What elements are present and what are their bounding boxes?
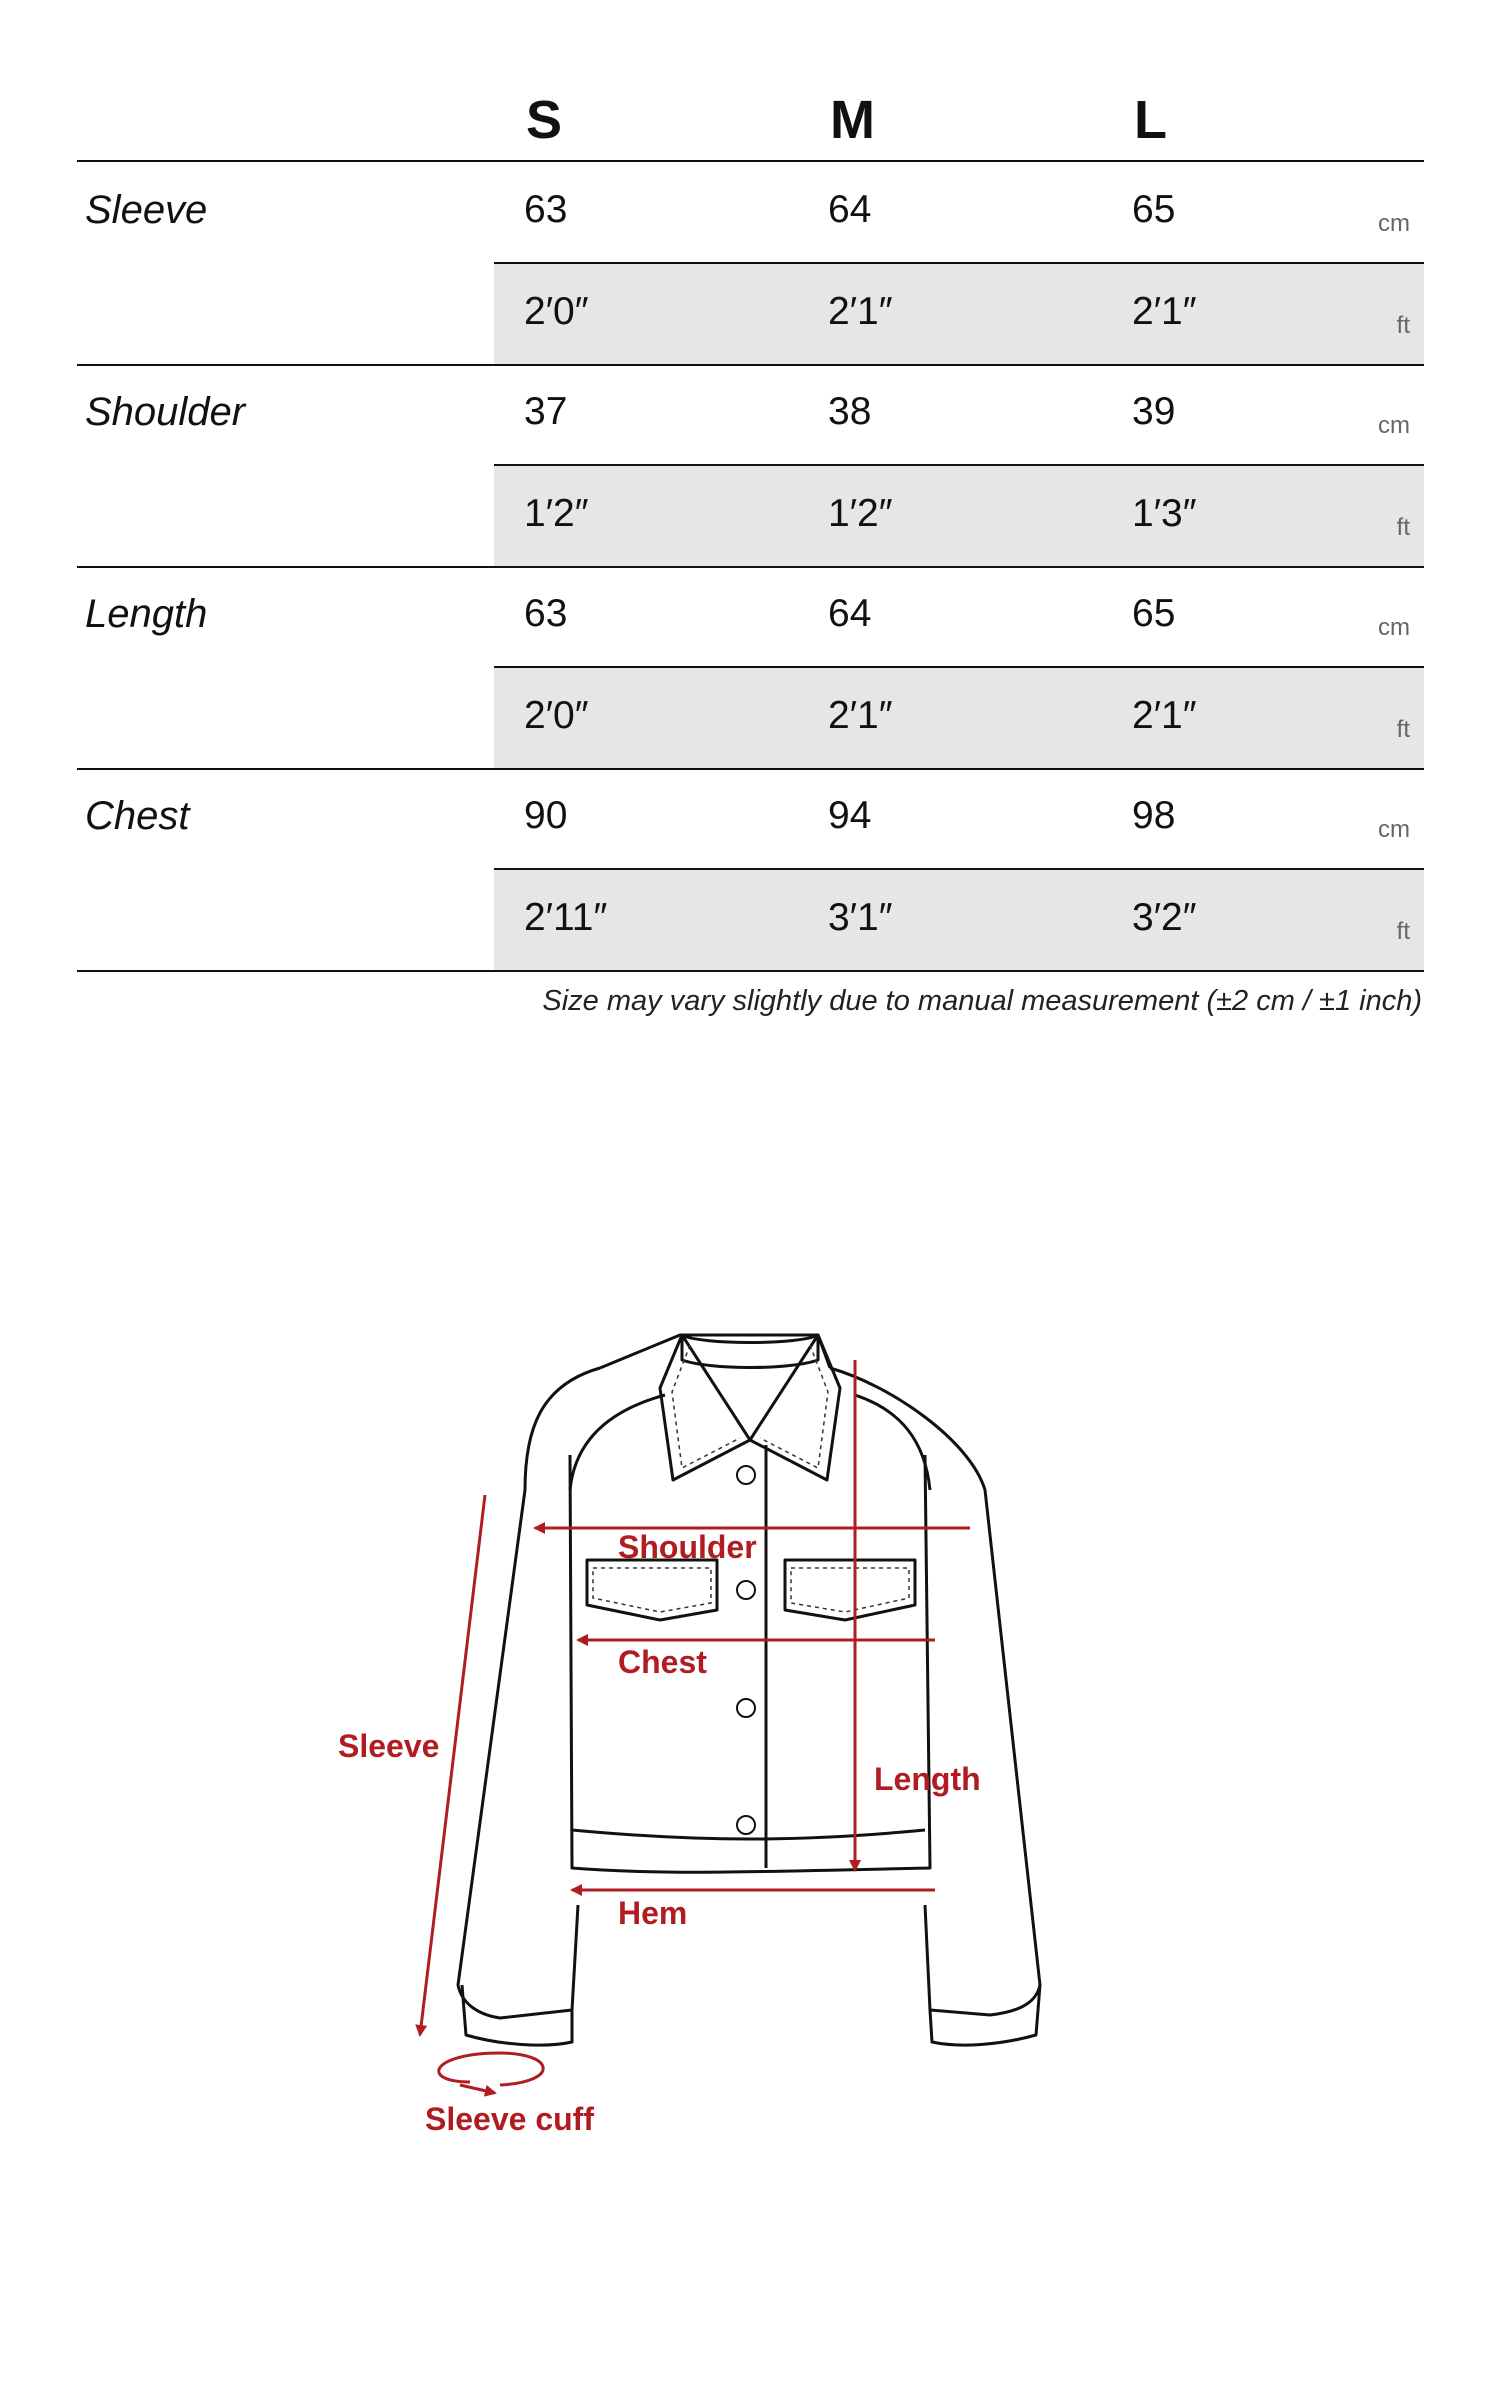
chest-cm-unit: cm [1378,816,1410,843]
sleeve-ft-band [494,264,1424,364]
shoulder-label: Shoulder [618,1529,757,1565]
jacket-outline [458,1335,1040,2045]
button [737,1581,755,1599]
right-sleeve-shape [830,1368,1040,2015]
sleeve-cuff-arrowhead [460,2085,495,2093]
sleeve-cm-band [494,162,1424,262]
length-cm-l: 65 [1132,592,1176,635]
shoulder-cm-band [494,366,1424,466]
shoulder-ft-unit: ft [1396,514,1410,541]
size-header-m: M [830,90,875,150]
measurement-note: Size may vary slightly due to manual measurement (±2 cm / ±1 inch) [542,985,1422,1017]
length-cm-unit: cm [1378,614,1410,641]
chest-label: Chest [618,1644,707,1680]
collar-back [682,1335,818,1368]
chest-ft-s: 2′11″ [524,896,608,939]
length-ft-unit: ft [1396,716,1410,743]
chest-cm-s: 90 [524,794,568,837]
length-ft-band [494,668,1424,768]
length-cm-s: 63 [524,592,568,635]
length-cm-m: 64 [828,592,872,635]
chest-cm-l: 98 [1132,794,1176,837]
button [737,1466,755,1484]
left-pocket [587,1560,717,1620]
chest-ft-band [494,870,1424,970]
chest-ft-l: 3′2″ [1132,896,1197,939]
sleeve-cm-l: 65 [1132,188,1176,231]
length-ft-l: 2′1″ [1132,694,1197,737]
shoulder-cm-unit: cm [1378,412,1410,439]
shoulder-cm-s: 37 [524,390,568,433]
row-label-length: Length [85,592,208,636]
left-raglan-seam [570,1395,665,1490]
sleeve-cuff-label: Sleeve cuff [425,2101,594,2137]
shoulder-cm-m: 38 [828,390,872,433]
row-label-sleeve: Sleeve [85,188,208,232]
shoulder-cm-l: 39 [1132,390,1176,433]
row-label-chest: Chest [85,794,190,838]
hem-label: Hem [618,1895,688,1931]
left-pocket-stitch [593,1568,711,1612]
left-sleeve-shape [458,1368,600,2018]
right-pocket-stitch [791,1568,909,1612]
sleeve-ft-l: 2′1″ [1132,290,1197,333]
row-label-shoulder: Shoulder [85,390,246,434]
sleeve-cm-unit: cm [1378,210,1410,237]
length-ft-s: 2′0″ [524,694,589,737]
length-cm-band [494,568,1424,668]
sleeve-ft-m: 2′1″ [828,290,893,333]
shoulder-ft-band [494,466,1424,566]
size-header-l: L [1134,90,1167,150]
sleeve-ft-unit: ft [1396,312,1410,339]
shoulder-ft-l: 1′3″ [1132,492,1197,535]
sleeve-cm-s: 63 [524,188,568,231]
sleeve-label: Sleeve [338,1728,440,1764]
shoulder-ft-s: 1′2″ [524,492,589,535]
length-label: Length [874,1761,981,1797]
table-bottom-rule [77,970,1424,972]
chest-ft-m: 3′1″ [828,896,893,939]
shoulder-ft-m: 1′2″ [828,492,893,535]
sleeve-arrow [420,1495,485,2035]
jacket-measurement-diagram [0,1280,1500,2180]
button [737,1816,755,1834]
chest-cm-m: 94 [828,794,872,837]
chest-ft-unit: ft [1396,918,1410,945]
jacket-buttons [737,1466,755,1834]
right-raglan-seam [855,1395,930,1490]
sleeve-ft-s: 2′0″ [524,290,589,333]
sleeve-cuff-arrow [439,2053,543,2085]
length-ft-m: 2′1″ [828,694,893,737]
sleeve-cm-m: 64 [828,188,872,231]
size-header-s: S [526,90,563,150]
button [737,1699,755,1717]
chest-cm-band [494,770,1424,870]
